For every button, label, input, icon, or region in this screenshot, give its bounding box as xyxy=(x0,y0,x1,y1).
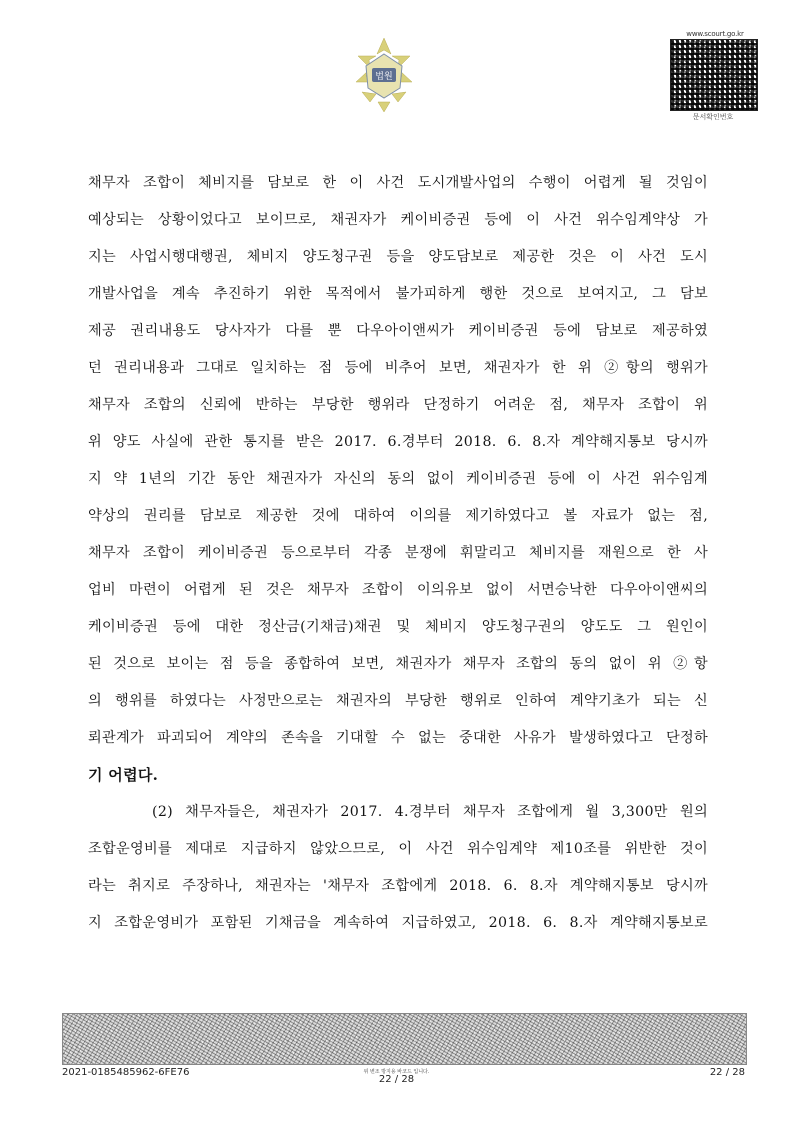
verification-qr-code xyxy=(670,39,758,111)
document-body xyxy=(88,165,708,942)
text-line: 약상의 권리를 담보로 제공한 것에 대하여 이의를 제기하였다고 볼 자료가 없는 점, xyxy=(88,508,708,524)
text-line: 채무자 조합이 체비지를 담보로 한 이 사건 도시개발사업의 수행이 어렵게 될 것임이 xyxy=(88,175,708,191)
text-line: 뢰관계가 파괴되어 계약의 존속을 기대할 수 없는 중대한 사유가 발생하였다고 단정하 xyxy=(88,730,708,746)
text-line: 개발사업을 계속 추진하기 위한 목적에서 불가피하게 행한 것으로 보여지고, 그 담보 xyxy=(88,286,708,302)
text-line: 기 어렵다. xyxy=(88,766,159,784)
paragraph-start-line: (2) 채무자들은, 채권자가 2017. 4.경부터 채무자 조합에게 월 3,300만 원의 xyxy=(152,804,708,820)
text-line: 위 양도 사실에 관한 통지를 받은 2017. 6.경부터 2018. 6. 8.자 계약해지통보 당시까 xyxy=(88,434,708,450)
qr-url: www.scourt.go.kr xyxy=(686,30,744,38)
text-line: 케이비증권 등에 대한 정산금(기채금)채권 및 체비지 양도청구권의 양도도 그 원인이 xyxy=(88,619,708,635)
document-id: 2021-0185485962-6FE76 xyxy=(62,1067,190,1078)
text-line: 된 것으로 보이는 점 등을 종합하여 보면, 채권자가 채무자 조합의 동의 없이 위 ②항 xyxy=(88,656,708,672)
text-line: 지는 사업시행대행권, 체비지 양도청구권 등을 양도담보로 제공한 것은 이 사건 도시 xyxy=(88,249,708,265)
text-line: 채무자 조합의 신뢰에 반하는 부당한 행위라 단정하기 어려운 점, 채무자 조합이 위 xyxy=(88,397,708,413)
anti-forgery-barcode xyxy=(62,1013,747,1065)
court-seal-emblem xyxy=(352,36,416,114)
page-number-center: 22 / 28 xyxy=(378,1074,415,1085)
qr-caption: 문서확인번호 xyxy=(692,113,734,121)
text-line: 조합운영비를 제대로 지급하지 않았으므로, 이 사건 위수임계약 제10조를 위반한 것이 xyxy=(88,841,708,857)
text-line: 의 행위를 하였다는 사정만으로는 채권자의 부당한 행위로 인하여 계약기초가 되는 신 xyxy=(88,693,708,709)
text-line: 라는 취지로 주장하나, 채권자는 '채무자 조합에게 2018. 6. 8.자 계약해지통보 당시까 xyxy=(88,878,708,894)
text-line: 채무자 조합이 케이비증권 등으로부터 각종 분쟁에 휘말리고 체비지를 재원으로 한 사 xyxy=(88,545,708,561)
barcode-note: 위 변조 방지용 바코드 입니다. xyxy=(363,1069,430,1075)
text-line: 업비 마련이 어렵게 된 것은 채무자 조합이 이의유보 없이 서면승낙한 다우아이앤씨의 xyxy=(88,582,708,598)
text-line: 예상되는 상황이었다고 보이므로, 채권자가 케이비증권 등에 이 사건 위수임계약상 가 xyxy=(88,212,708,228)
text-line: 제공 권리내용도 당사자가 다를 뿐 다우아이앤씨가 케이비증권 등에 담보로 제공하였 xyxy=(88,323,708,339)
text-line: 지 조합운영비가 포함된 기채금을 계속하여 지급하였고, 2018. 6. 8.자 계약해지통보로 xyxy=(88,915,708,931)
seal-text: 법원 xyxy=(375,72,393,82)
text-line: 지 약 1년의 기간 동안 채권자가 자신의 동의 없이 케이비증권 등에 이 사건 위수임계 xyxy=(88,471,708,487)
page-number-right: 22 / 28 xyxy=(709,1067,745,1078)
text-line: 던 권리내용과 그대로 일치하는 점 등에 비추어 보면, 채권자가 한 위 ②항의 행위가 xyxy=(88,360,708,376)
